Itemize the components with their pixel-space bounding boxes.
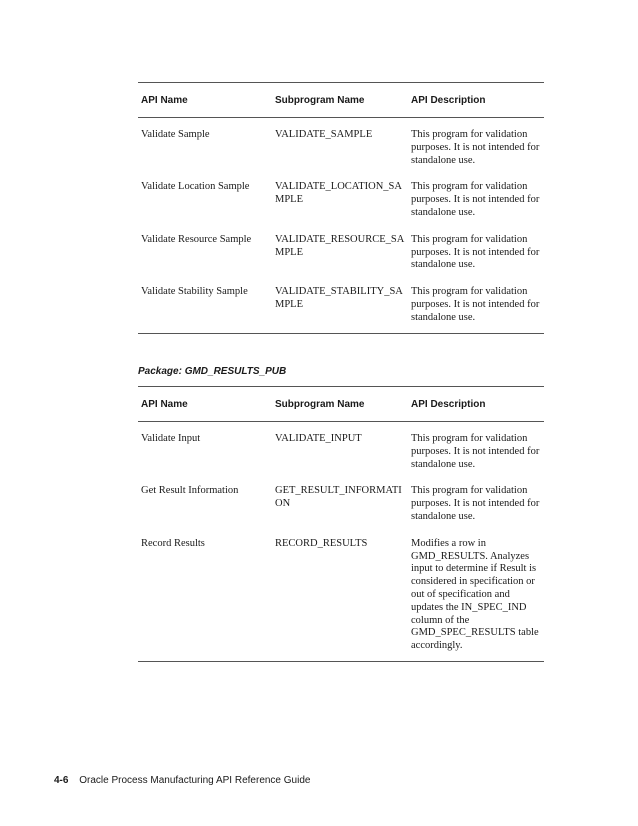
cell-subprogram-name: VALIDATE_LOCATION_SAMPLE (275, 181, 402, 206)
table-header (138, 82, 544, 118)
package-heading: Package: GMD_RESULTS_PUB (138, 366, 287, 377)
page-number: 4-6 (54, 775, 69, 786)
table-row (138, 228, 544, 280)
table-body (138, 422, 544, 662)
table-row (138, 123, 544, 175)
header-api-name: API Name (141, 398, 188, 410)
cell-api-name: Get Result Information (141, 485, 239, 497)
table-row (138, 280, 544, 332)
header-api-name: API Name (141, 94, 188, 106)
table-header (138, 386, 544, 422)
header-subprogram-name: Subprogram Name (275, 398, 365, 410)
cell-subprogram-name: VALIDATE_SAMPLE (275, 129, 373, 140)
table-row (138, 427, 544, 479)
header-api-description: API Description (411, 398, 486, 410)
guide-title: Oracle Process Manufacturing API Reference Guide (79, 775, 311, 786)
api-table-results (138, 386, 544, 662)
cell-api-name: Validate Stability Sample (141, 286, 248, 298)
cell-subprogram-name: RECORD_RESULTS (275, 537, 368, 549)
cell-api-description: This program for validation purposes. It is not intended for standalone use. (411, 233, 540, 271)
api-table-validation (138, 82, 544, 334)
cell-api-name: Validate Sample (141, 129, 210, 140)
cell-api-name: Record Results (141, 537, 205, 549)
table-row (138, 175, 544, 227)
cell-api-name: Validate Input (141, 433, 201, 444)
cell-subprogram-name: VALIDATE_STABILITY_SAMPLE (275, 286, 403, 310)
cell-api-description: This program for validation purposes. It is not intended for standalone use. (411, 181, 540, 218)
table-row (138, 532, 544, 661)
cell-api-description: This program for validation purposes. It is not intended for standalone use. (411, 433, 540, 470)
cell-api-description: Modifies a row in GMD_RESULTS. Analyzes input to determine if Result is considered in specification or out of specification and updates the IN_SPEC_IND column of the GMD_SPEC_RESULTS table accordingly. (411, 537, 539, 652)
table-row (138, 479, 544, 531)
header-api-description: API Description (411, 94, 486, 106)
cell-api-name: Validate Location Sample (141, 181, 250, 193)
cell-subprogram-name: VALIDATE_RESOURCE_SAMPLE (275, 233, 405, 258)
cell-subprogram-name: GET_RESULT_INFORMATION (275, 485, 402, 510)
cell-api-description: This program for validation purposes. It is not intended for standalone use. (411, 485, 540, 522)
cell-api-description: This program for validation purposes. It is not intended for standalone use. (411, 286, 540, 323)
page-footer (54, 775, 310, 786)
table-body (138, 118, 544, 334)
cell-api-description: This program for validation purposes. It is not intended for standalone use. (411, 129, 540, 166)
header-subprogram-name: Subprogram Name (275, 94, 365, 106)
cell-api-name: Validate Resource Sample (141, 233, 252, 245)
cell-subprogram-name: VALIDATE_INPUT (275, 433, 362, 444)
